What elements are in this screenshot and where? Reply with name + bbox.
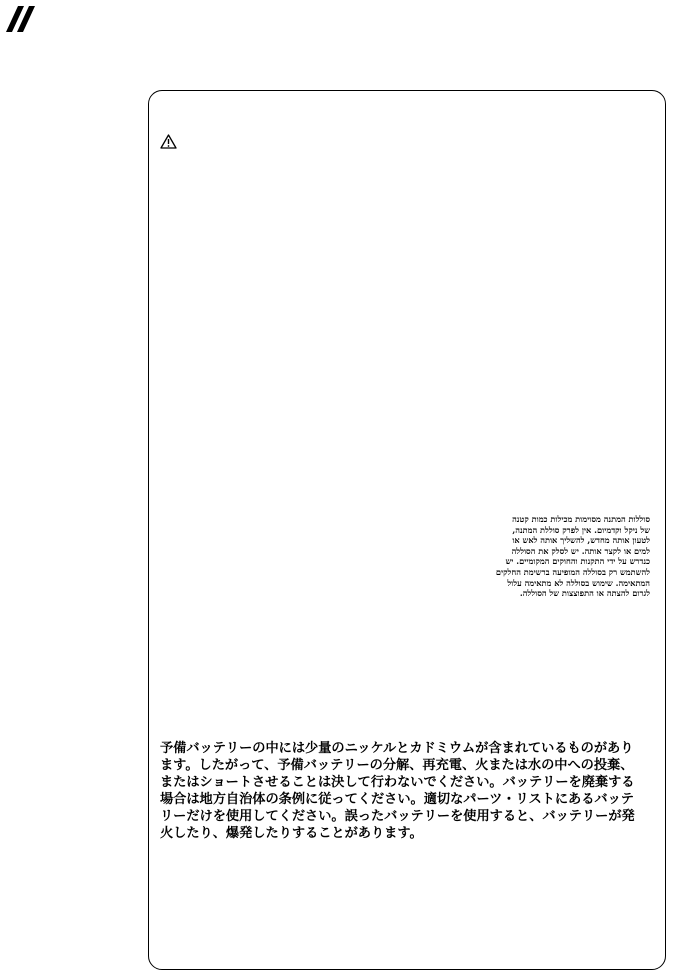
hebrew-line: המתאימה. שימוש בסוללה לא מתאימה עלול bbox=[507, 577, 650, 588]
japanese-battery-warning bbox=[160, 740, 660, 842]
hebrew-line: סוללות המתנה מסוימות מכילות כמות קטנה bbox=[512, 514, 650, 524]
hebrew-line: לגרום להצתה או התפוצצות של הסוללה. bbox=[519, 588, 650, 599]
japanese-line: ます。したがって、予備バッテリーの分解、再充電、火または水の中への投棄、 bbox=[160, 758, 634, 773]
japanese-line: 火したり、爆発したりすることがあります。 bbox=[160, 826, 423, 841]
hebrew-line: לטעון אותה מחדש, להשליך אותה לאש או bbox=[512, 535, 650, 546]
hebrew-line: כנדרש על ידי התקנות והחוקים המקומיים. יש bbox=[505, 556, 650, 567]
hebrew-line: להשתמש רק בסוללה המופיעה ברשימת החלקים bbox=[495, 566, 650, 577]
hebrew-battery-warning bbox=[440, 514, 650, 599]
double-slash-logo-icon bbox=[4, 4, 44, 34]
japanese-line: リーだけを使用してください。誤ったバッテリーを使用すると、バッテリーが発 bbox=[160, 809, 635, 824]
hebrew-line: למים או לקצר אותה. יש לסלק את הסוללה bbox=[511, 545, 650, 556]
japanese-line: 予備バッテリーの中には少量のニッケルとカドミウムが含まれているものがあり bbox=[160, 741, 634, 756]
japanese-line: またはショートさせることは決して行わないでください。バッテリーを廃棄する bbox=[160, 775, 635, 790]
warning-triangle-icon bbox=[160, 134, 177, 149]
hebrew-line: של ניקל וקדמיום. אין לפרק סוללת המתנה, bbox=[512, 524, 650, 535]
japanese-line: 場合は地方自治体の条例に従ってください。適切なパーツ・リストにあるバッテ bbox=[160, 792, 634, 807]
